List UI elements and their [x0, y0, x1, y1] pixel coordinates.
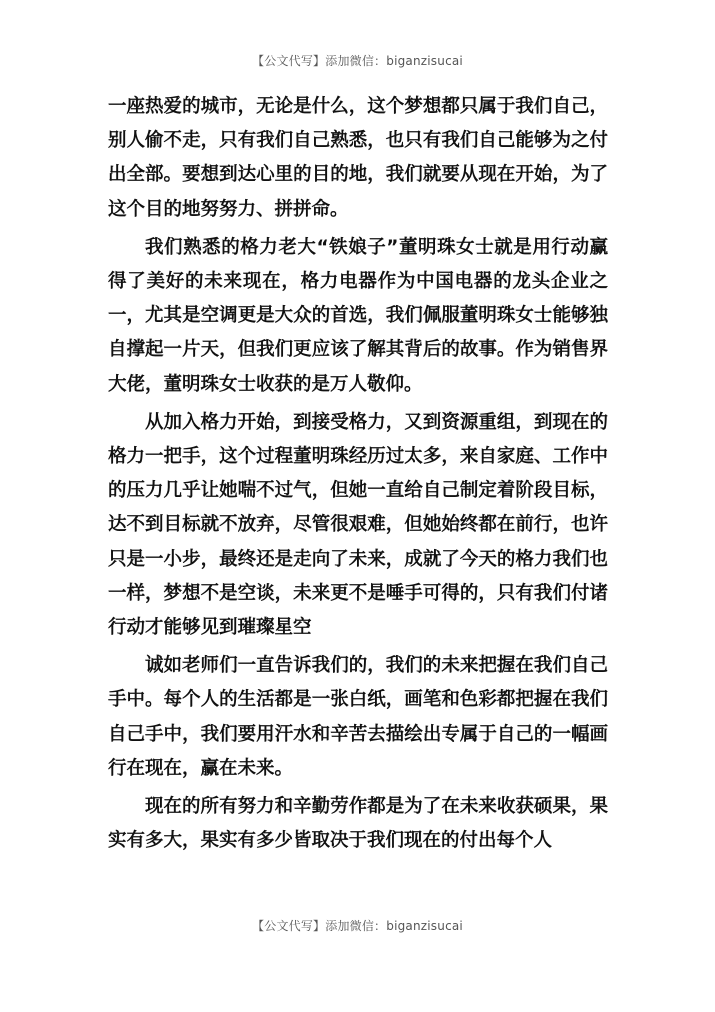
paragraph-4: 诚如老师们一直告诉我们的，我们的未来把握在我们自己手中。每个人的生活都是一张白纸，画笔和色彩都把握在我们自己手中，我们要用汗水和辛苦去描绘出专属于自己的一幅画行在现在，赢在未来。 — [108, 655, 608, 779]
paragraph-1: 一座热爱的城市，无论是什么，这个梦想都只属于我们自己，别人偷不走，只有我们自己熟悉，也只有我们自己能够为之付出全部。要想到达心里的目的地，我们就要从现在开始，为了这个目的地努努力、拼拼命。 — [108, 96, 608, 220]
paragraph-2: 我们熟悉的格力老大“铁娘子”董明珠女士就是用行动赢得了美好的未来现在，格力电器作为中国电器的龙头企业之一，尤其是空调更是大众的首选，我们佩服董明珠女士能够独自撑起一片天，但我们更应该了解其背后的故事。作为销售界大佬，董明珠女士收获的是万人敬仰。 — [108, 236, 608, 395]
paragraph-3: 从加入格力开始，到接受格力，又到资源重组，到现在的格力一把手，这个过程董明珠经历过太多，来自家庭、工作中的压力几乎让她喘不过气，但她一直给自己制定着阶段目标，达不到目标就不放弃，尽管很艰难，但她始终都在前行，也许只是一小步，最终还是走向了未来，成就了今天的格力我们也一样，梦想不是空谈，未来更不是唾手可得的，只有我们付诸行动才能够见到璀璨星空 — [108, 411, 608, 639]
paragraph-5: 现在的所有努力和辛勤劳作都是为了在未来收获硕果，果实有多大，果实有多少皆取决于我们现在的付出每个人 — [108, 796, 608, 852]
document-body — [108, 90, 608, 858]
page-footer-watermark: 【公文代写】添加微信：biganzisucai — [252, 919, 463, 933]
page-header-watermark: 【公文代写】添加微信：biganzisucai — [252, 54, 463, 68]
